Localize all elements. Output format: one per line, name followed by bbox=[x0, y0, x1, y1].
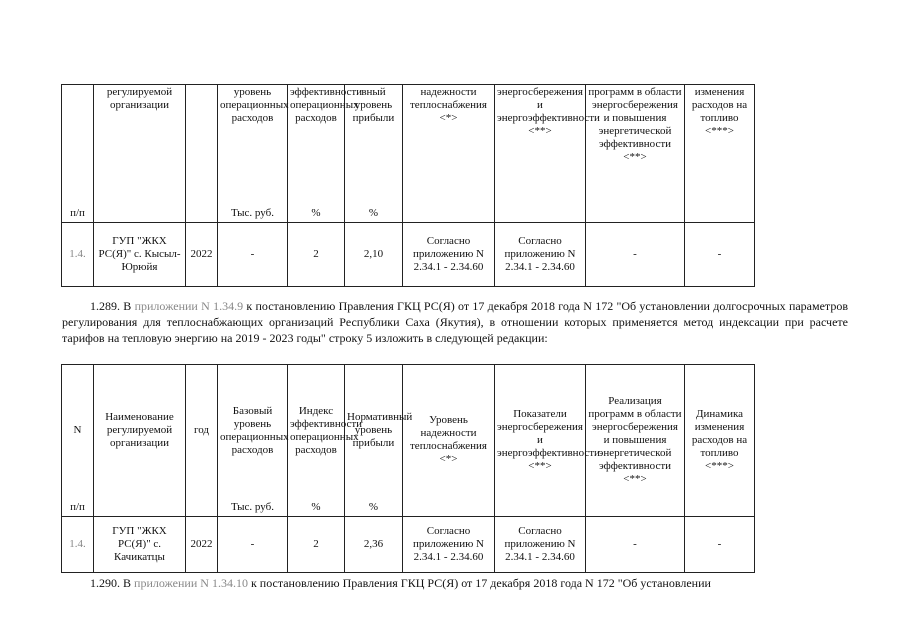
row-energy: Согласно приложению N 2.34.1 - 2.34.60 bbox=[495, 222, 586, 286]
org-unit bbox=[94, 203, 186, 223]
efficiency-unit: % bbox=[288, 203, 345, 223]
row-fuel: - bbox=[685, 516, 755, 572]
col-efficiency-header: Индекс эффективности операционных расходов bbox=[288, 365, 345, 497]
num-unit: п/п bbox=[62, 497, 94, 517]
appendix-link-1-34-10[interactable]: приложении N 1.34.10 bbox=[134, 576, 248, 590]
col-energy-header: энергосбережения и энергоэффективности <**> bbox=[495, 85, 586, 223]
row-profit: 2,10 bbox=[345, 222, 403, 286]
col-year-header: год bbox=[186, 365, 218, 497]
row-base-cost: - bbox=[218, 222, 288, 286]
row-fuel: - bbox=[685, 222, 755, 286]
row-efficiency: 2 bbox=[288, 516, 345, 572]
col-programs-header: программ в области энергосбережения и повышения энергетической эффективности <**> bbox=[586, 85, 685, 223]
row-reliability: Согласно приложению N 2.34.1 - 2.34.60 bbox=[403, 516, 495, 572]
num-unit: п/п bbox=[62, 203, 94, 223]
col-reliability-header: надежности теплоснабжения <*> bbox=[403, 85, 495, 223]
col-profit-header: Нормативный уровень прибыли bbox=[345, 365, 403, 497]
row-org: ГУП "ЖКХ РС(Я)" с. Кысыл-Юрюйя bbox=[94, 222, 186, 286]
col-profit-header: вный уровень прибыли bbox=[345, 85, 403, 203]
efficiency-unit: % bbox=[288, 497, 345, 517]
row-profit: 2,36 bbox=[345, 516, 403, 572]
col-fuel-header: изменения расходов на топливо <***> bbox=[685, 85, 755, 223]
col-base-cost-header: уровень операционных расходов bbox=[218, 85, 288, 203]
year-unit bbox=[186, 203, 218, 223]
row-energy: Согласно приложению N 2.34.1 - 2.34.60 bbox=[495, 516, 586, 572]
paragraph-text: к постановлению Правления ГКЦ РС(Я) от 17 декабря 2018 года N 172 "Об установлении долгосрочных параметров регулирования для теплоснабжающих организаций Республики Саха (Якутия), в отношении которых применяется метод индексации при расчете тарифов на тепловую энергию на 2019 - 2023 годы" строку 5 изложить в следующей редакции: bbox=[62, 299, 848, 345]
profit-unit: % bbox=[345, 497, 403, 517]
row-programs: - bbox=[586, 222, 685, 286]
paragraph-text: к постановлению Правления ГКЦ РС(Я) от 17 декабря 2018 года N 172 "Об установлении bbox=[247, 576, 711, 590]
table-row bbox=[62, 516, 755, 572]
col-programs-header: Реализация программ в области энергосбережения и повышения энергетической эффективности <**> bbox=[586, 365, 685, 517]
profit-unit: % bbox=[345, 203, 403, 223]
col-efficiency-header: эффективности операционных расходов bbox=[288, 85, 345, 203]
org-unit bbox=[94, 497, 186, 517]
row-num: 1.4. bbox=[62, 516, 94, 572]
row-base-cost: - bbox=[218, 516, 288, 572]
col-reliability-header: Уровень надежности теплоснабжения <*> bbox=[403, 365, 495, 517]
col-year-header bbox=[186, 85, 218, 203]
amendment-paragraph-1290 bbox=[62, 575, 848, 591]
col-org-header: регулируемой организации bbox=[94, 85, 186, 203]
col-num-header: N bbox=[62, 365, 94, 497]
tariff-table-kachikattsy bbox=[61, 364, 755, 573]
base-cost-unit: Тыс. руб. bbox=[218, 203, 288, 223]
paragraph-lead: 1.290. В bbox=[90, 576, 135, 590]
row-year: 2022 bbox=[186, 516, 218, 572]
tariff-table-kysyl-yuryuya bbox=[61, 84, 755, 287]
row-reliability: Согласно приложению N 2.34.1 - 2.34.60 bbox=[403, 222, 495, 286]
row-org: ГУП "ЖКХ РС(Я)" с. Качикатцы bbox=[94, 516, 186, 572]
table-row bbox=[62, 222, 755, 286]
amendment-paragraph-1289 bbox=[62, 298, 848, 346]
row-programs: - bbox=[586, 516, 685, 572]
row-num: 1.4. bbox=[62, 222, 94, 286]
row-year: 2022 bbox=[186, 222, 218, 286]
col-fuel-header: Динамика изменения расходов на топливо <***> bbox=[685, 365, 755, 517]
base-cost-unit: Тыс. руб. bbox=[218, 497, 288, 517]
col-num-header bbox=[62, 85, 94, 203]
col-org-header: Наименование регулируемой организации bbox=[94, 365, 186, 497]
year-unit bbox=[186, 497, 218, 517]
row-efficiency: 2 bbox=[288, 222, 345, 286]
col-base-cost-header: Базовый уровень операционных расходов bbox=[218, 365, 288, 497]
appendix-link-1-34-9[interactable]: приложении N 1.34.9 bbox=[134, 299, 244, 313]
col-energy-header: Показатели энергосбережения и энергоэффективности <**> bbox=[495, 365, 586, 517]
paragraph-lead: 1.289. В bbox=[90, 299, 135, 313]
